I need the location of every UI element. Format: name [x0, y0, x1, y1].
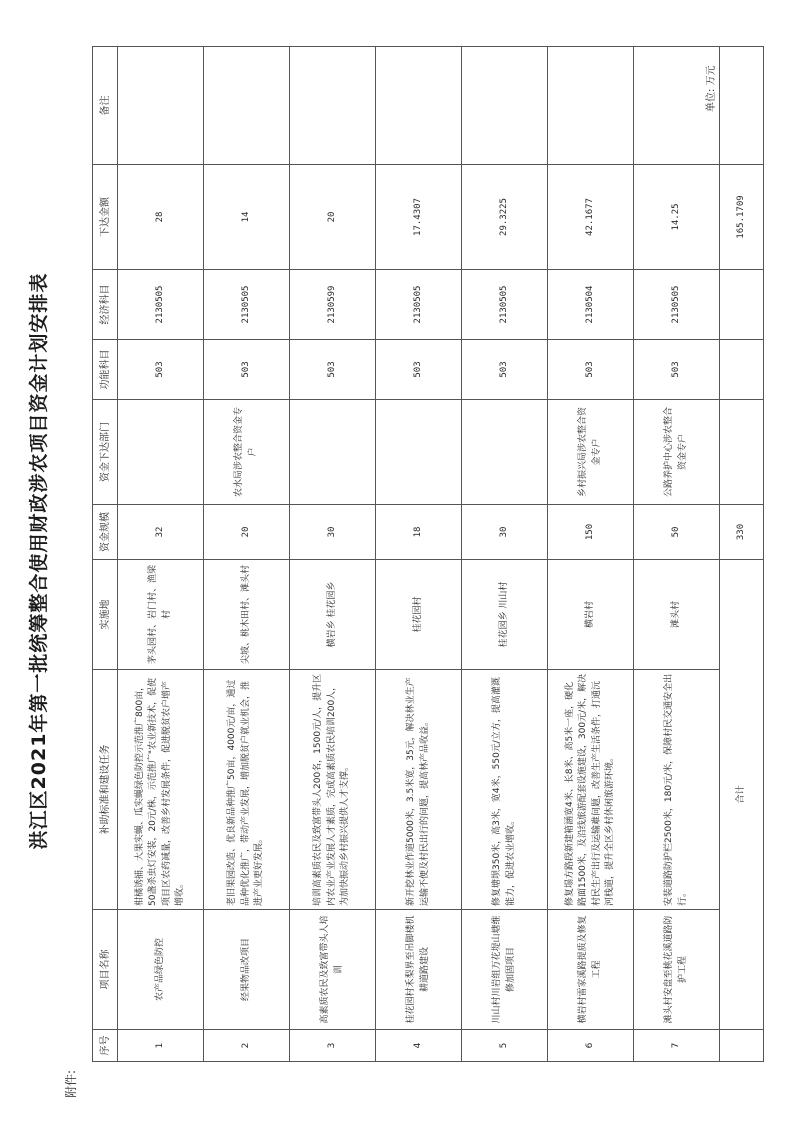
cell-dept [720, 400, 764, 505]
cell-note [204, 47, 290, 165]
cell-dept [290, 400, 376, 505]
cell-econ: 2130505 [462, 270, 548, 340]
table-row [462, 47, 548, 1062]
cell-scale: 30 [462, 505, 548, 560]
cell-seq: 6 [548, 1030, 634, 1062]
attachment-label: 附件: [64, 1069, 78, 1098]
cell-func: 503 [376, 340, 462, 400]
cell-dept: 公路养护中心涉农整合资金专户 [634, 400, 720, 505]
cell-location: 桂花园村 [376, 560, 462, 670]
cell-scale: 32 [118, 505, 204, 560]
cell-name: 横岩村雷家溪路提质及修复工程 [548, 910, 634, 1030]
unit-label: 单位: 万元 [706, 65, 717, 112]
cell-name: 川山村川岩组万花堤山塘维修加固项目 [462, 910, 548, 1030]
cell-dept [376, 400, 462, 505]
cell-func: 503 [634, 340, 720, 400]
header-location: 实施地 [93, 560, 118, 670]
cell-scale: 30 [290, 505, 376, 560]
cell-dept [118, 400, 204, 505]
cell-name: 高素质农民及致富带头人培训 [290, 910, 376, 1030]
total-amount: 165.1709 [720, 165, 764, 270]
cell-note [462, 47, 548, 165]
cell-task: 柑橘诱捕、大果实蝇、瓜实蝇绿色防控示范推广800亩，50盏杀虫灯安装，20元/株，示范推广"农业新技术，促使项目区农药减量，改善乡村发展条件，促进脱贫农户增产增收。 [118, 670, 204, 910]
cell-location: 滩头村 [634, 560, 720, 670]
table-row [376, 47, 462, 1062]
cell-amount: 29.3225 [462, 165, 548, 270]
cell-econ: 2130504 [548, 270, 634, 340]
cell-task: 修复塘坝350米，高3米，宽4米，550元/立方，提高灌溉能力，促进农业增收。 [462, 670, 548, 910]
cell-dept: 乡村振兴局涉农整合资金专户 [548, 400, 634, 505]
header-econ: 经济科目 [93, 270, 118, 340]
funding-table [92, 46, 764, 1062]
cell-econ: 2130505 [204, 270, 290, 340]
cell-func [720, 340, 764, 400]
cell-location: 茅头园村、岩门村、渔梁村 [118, 560, 204, 670]
cell-amount: 20 [290, 165, 376, 270]
total-row [720, 47, 764, 1062]
cell-location: 尖坡、桃木田村、滩头村 [204, 560, 290, 670]
cell-seq [720, 1030, 764, 1062]
cell-amount: 17.4307 [376, 165, 462, 270]
cell-note [290, 47, 376, 165]
cell-seq: 3 [290, 1030, 376, 1062]
header-scale: 资金规模 [93, 505, 118, 560]
cell-name: 桂花园村禾梨界至吊脚楼机耕道路建设 [376, 910, 462, 1030]
cell-note [720, 47, 764, 165]
cell-func: 503 [548, 340, 634, 400]
cell-name: 滩头村安盘至桃花溪道路防护工程 [634, 910, 720, 1030]
cell-amount: 28 [118, 165, 204, 270]
cell-func: 503 [462, 340, 548, 400]
table-row [290, 47, 376, 1062]
total-label: 合计 [720, 560, 764, 1030]
header-note: 备注 [93, 47, 118, 165]
table-row [118, 47, 204, 1062]
cell-location: 横岩村 [548, 560, 634, 670]
table-row [548, 47, 634, 1062]
cell-task: 修复塌方路段新建箱涵宽4米、长8米、高5米一座，硬化路面1500米，及沿线旅游配套设施建设，300元/米，解决村民生产出行及运输难问题，改善生产生活条件，打通沅河栈道，提升全区乡村休闲旅游环境。 [548, 670, 634, 910]
cell-location: 桂花园乡 川山村 [462, 560, 548, 670]
cell-scale: 150 [548, 505, 634, 560]
cell-dept [462, 400, 548, 505]
cell-econ: 2130505 [634, 270, 720, 340]
header-row [93, 47, 118, 1062]
cell-seq: 7 [634, 1030, 720, 1062]
cell-amount: 14 [204, 165, 290, 270]
cell-func: 503 [118, 340, 204, 400]
header-func: 功能科目 [93, 340, 118, 400]
cell-func: 503 [204, 340, 290, 400]
header-name: 项目名称 [93, 910, 118, 1030]
cell-task: 安装道路防护栏2500米，180元/米，保障村民交通安全出行。 [634, 670, 720, 910]
cell-scale: 18 [376, 505, 462, 560]
total-scale: 330 [720, 505, 764, 560]
cell-seq: 1 [118, 1030, 204, 1062]
cell-task: 新开挖林业作道5000米，3.5米宽，35元，解决林业生产运输不便及村民出行的问题，提高林产品收益。 [376, 670, 462, 910]
header-dept: 资金下达部门 [93, 400, 118, 505]
cell-dept: 农水局涉农整合资金专户 [204, 400, 290, 505]
cell-scale: 20 [204, 505, 290, 560]
cell-seq: 2 [204, 1030, 290, 1062]
cell-name: 农产品绿色防控 [118, 910, 204, 1030]
cell-seq: 4 [376, 1030, 462, 1062]
cell-note [118, 47, 204, 165]
cell-econ: 2130505 [376, 270, 462, 340]
cell-task: 老旧果园改造、优良新品种推广50亩，4000元/亩，通过品种优化推广，带动产业发展，增加脱贫户就业机会，推进产业更好发展。 [204, 670, 290, 910]
cell-econ: 2130505 [118, 270, 204, 340]
cell-econ: 2130599 [290, 270, 376, 340]
cell-note [548, 47, 634, 165]
cell-note [634, 47, 720, 165]
cell-amount: 14.25 [634, 165, 720, 270]
cell-note [376, 47, 462, 165]
cell-econ [720, 270, 764, 340]
cell-task: 培训高素质农民及致富带头人200名，1500元/人，提升区内农业产业发展人才素质，完成高素质农民培训200人，为加快振动乡村振兴提供人才支撑。 [290, 670, 376, 910]
table-row [634, 47, 720, 1062]
page-title: 洪江区2021年第一批统筹整合使用财政涉农项目资金计划安排表 [28, 272, 50, 850]
cell-func: 503 [290, 340, 376, 400]
table-row [204, 47, 290, 1062]
header-task: 补助标准和建设任务 [93, 670, 118, 910]
cell-location: 横岩乡 桂花园乡 [290, 560, 376, 670]
cell-scale: 50 [634, 505, 720, 560]
cell-amount: 42.1677 [548, 165, 634, 270]
cell-name: 经果物品改项目 [204, 910, 290, 1030]
header-seq: 序号 [93, 1030, 118, 1062]
header-amount: 下达金额 [93, 165, 118, 270]
cell-seq: 5 [462, 1030, 548, 1062]
